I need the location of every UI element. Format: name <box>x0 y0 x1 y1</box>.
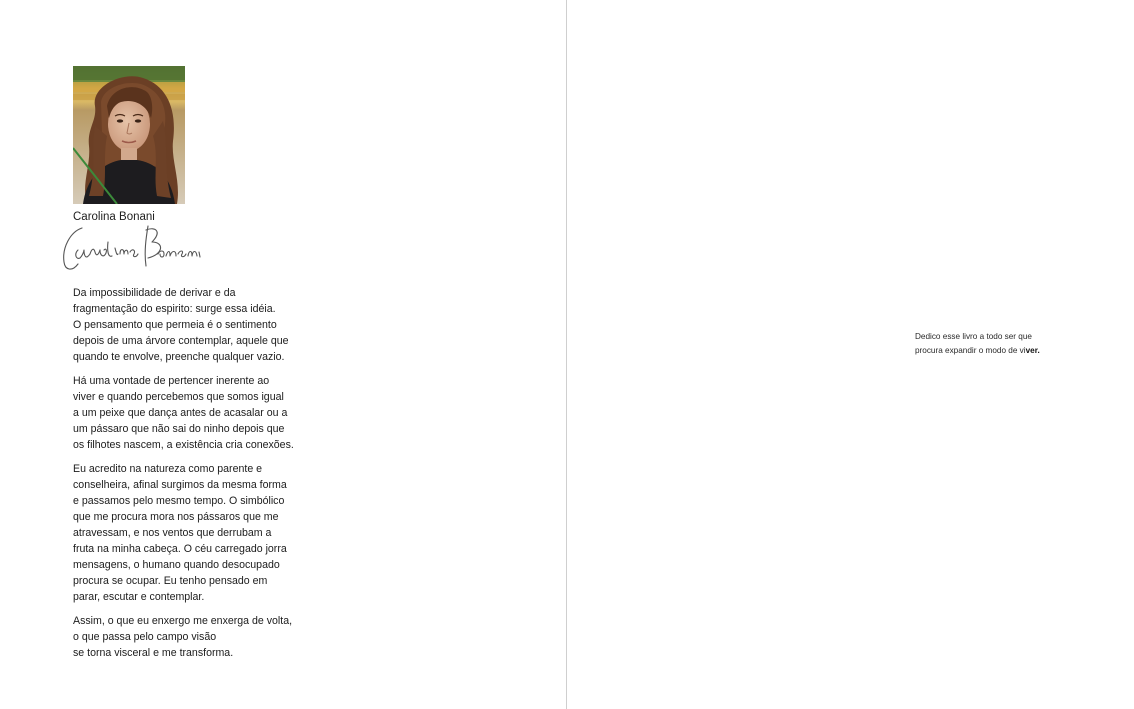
paragraph <box>73 285 313 365</box>
text-line: conselheira, afinal surgimos da mesma forma <box>73 479 287 491</box>
text-line: viver e quando percebemos que somos igual <box>73 391 284 403</box>
text-line: fruta na minha cabeça. O céu carregado jorra <box>73 543 287 555</box>
paragraph <box>73 373 313 453</box>
right-page <box>567 0 1134 709</box>
text-line: o que passa pelo campo visão <box>73 631 217 643</box>
text-line: O pensamento que permeia é o sentimento <box>73 319 277 331</box>
paragraph <box>73 613 313 661</box>
text-line: fragmentação do espirito: surge essa idéia. <box>73 303 276 315</box>
dedication-line <box>915 344 1085 358</box>
text-line: que me procura mora nos pássaros que me <box>73 511 279 523</box>
text-line: depois de uma árvore contemplar, aquele que <box>73 335 289 347</box>
dedication <box>915 330 1085 358</box>
text-line: mensagens, o humano quando desocupado <box>73 559 280 571</box>
text-line: se torna visceral e me transforma. <box>73 647 234 659</box>
dedication-text: procura expandir o modo de vi <box>915 346 1026 355</box>
text-line: e passamos pelo mesmo tempo. O simbólico <box>73 495 285 507</box>
text-line: parar, escutar e contemplar. <box>73 591 205 603</box>
text-line: Eu acredito na natureza como parente e <box>73 463 263 475</box>
text-line: um pássaro que não sai do ninho depois que <box>73 423 285 435</box>
text-line: procura se ocupar. Eu tenho pensado em <box>73 575 268 587</box>
text-line: Assim, o que eu enxergo me enxerga de volta, <box>73 615 293 627</box>
text-line: a um peixe que dança antes de acasalar ou a <box>73 407 288 419</box>
dedication-emphasis: ver. <box>1025 346 1040 355</box>
author-name: Carolina Bonani <box>73 211 155 223</box>
dedication-line: Dedico esse livro a todo ser que <box>915 332 1032 341</box>
text-line: Há uma vontade de pertencer inerente ao <box>73 375 270 387</box>
text-line: Da impossibilidade de derivar e da <box>73 287 236 299</box>
author-signature <box>60 220 205 275</box>
author-photo <box>73 66 185 204</box>
left-page <box>0 0 566 709</box>
text-line: atravessam, e nos ventos que derrubam a <box>73 527 272 539</box>
text-line: quando te envolve, preenche qualquer vazio. <box>73 351 285 363</box>
paragraph <box>73 461 313 605</box>
text-line: os filhotes nascem, a existência cria conexões. <box>73 439 294 451</box>
manifesto-text <box>73 285 313 669</box>
